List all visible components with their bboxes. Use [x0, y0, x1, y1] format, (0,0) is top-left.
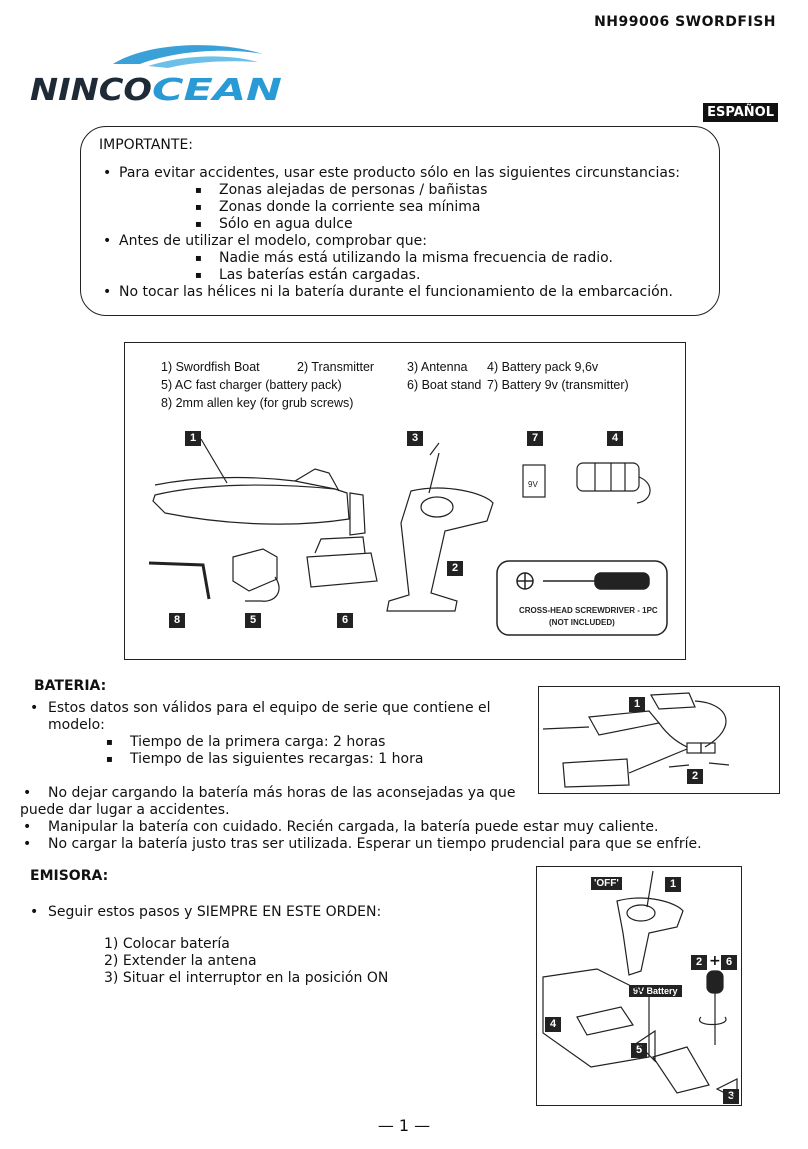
badge-charger-step: 1 [629, 697, 645, 712]
contents-item: 3) Antenna [407, 360, 468, 374]
important-title: IMPORTANTE: [99, 137, 194, 153]
badge-step-4: 4 [545, 1017, 561, 1032]
contents-item: 2) Transmitter [297, 360, 375, 374]
list-item: 3) Situar el interruptor en la posición ON [104, 970, 389, 986]
svg-text:NINCO: NINCO [30, 73, 152, 108]
transmitter-back-illustration [537, 867, 741, 1105]
emisora-steps [104, 936, 388, 987]
important-box [80, 126, 720, 316]
list-item: • Antes de utilizar el modelo, comprobar que: ▪ Nadie más está utilizando la misma frecuencia de radio. ▪ Las baterías están cargadas. [119, 233, 701, 284]
off-label: 'OFF' [591, 877, 622, 890]
list-item: ▪ Zonas donde la corriente sea mínima [219, 199, 701, 216]
charger-illustration [233, 549, 279, 601]
list-item: • Para evitar accidentes, usar este producto sólo en las siguientes circunstancias: ▪ Zonas alejadas de personas / bañistas ▪ Zonas donde la corriente sea mínima ▪ Sólo en agua dulce [119, 165, 701, 233]
list-item: ▪ Las baterías están cargadas. [219, 267, 701, 284]
badge-connect-step: 2 [687, 769, 703, 784]
svg-text:9V: 9V [528, 480, 538, 489]
badge-boat: 1 [185, 431, 201, 446]
badge-step-3: 3 [723, 1089, 739, 1104]
badge-step-2: 2 [691, 955, 707, 970]
emisora-title: EMISORA: [30, 868, 109, 884]
badge-stand: 6 [337, 613, 353, 628]
badge-transmitter: 2 [447, 561, 463, 576]
list-item: ▪ Sólo en agua dulce [219, 216, 701, 233]
contents-figure [124, 342, 686, 660]
allen-key-illustration [149, 563, 209, 599]
list-item: • No tocar las hélices ni la batería durante el funcionamiento de la embarcación. [119, 284, 701, 301]
badge-switch: 1 [665, 877, 681, 892]
important-list [99, 165, 701, 301]
svg-text:CEAN: CEAN [152, 73, 282, 108]
transmitter-illustration [387, 443, 493, 611]
document-code: NH99006 SWORDFISH [594, 14, 776, 30]
badge-charger: 5 [245, 613, 261, 628]
page-number: — 1 — [377, 1116, 431, 1135]
list-item: ▪ Zonas alejadas de personas / bañistas [219, 182, 701, 199]
charging-figure [538, 686, 780, 794]
badge-battery-9v: 7 [527, 431, 543, 446]
badge-allen-key: 8 [169, 613, 185, 628]
language-label: ESPAÑOL [703, 103, 778, 122]
contents-item: 7) Battery 9v (transmitter) [487, 378, 629, 392]
battery-9v-illustration [523, 465, 545, 497]
charging-illustration [539, 687, 779, 793]
boat-illustration [153, 439, 365, 535]
badge-antenna: 3 [407, 431, 423, 446]
contents-item: 5) AC fast charger (battery pack) [161, 378, 342, 392]
screwdriver-box [497, 561, 667, 635]
brand-logo [28, 40, 288, 110]
transmitter-battery-figure [536, 866, 742, 1106]
list-item: ▪ Nadie más está utilizando la misma frecuencia de radio. [219, 250, 701, 267]
plus-sign: + [709, 953, 721, 969]
list-item: 1) Colocar batería [104, 936, 230, 952]
battery-label: 9V Battery [629, 985, 682, 997]
contents-illustration [125, 343, 685, 659]
bateria-para-2: • No dejar cargando la batería más horas de las aconsejadas ya que puede dar lugar a accidentes. • Manipular la batería con cuidado. Recién cargada, la batería puede estar muy caliente. • No cargar la batería justo tras ser utilizada. Esperar un tiempo prudencial para que se enfríe. [20, 785, 702, 852]
contents-item: 4) Battery pack 9,6v [487, 360, 599, 374]
battery-pack-illustration [577, 463, 650, 503]
list-item: 2) Extender la antena [104, 953, 257, 969]
stand-illustration [307, 537, 377, 587]
badge-step-6: 6 [721, 955, 737, 970]
contents-item: 6) Boat stand [407, 378, 482, 392]
contents-item: 8) 2mm allen key (for grub screws) [161, 396, 354, 410]
contents-item: 1) Swordfish Boat [161, 360, 260, 374]
svg-text:(NOT INCLUDED): (NOT INCLUDED) [549, 618, 615, 627]
badge-step-5: 5 [631, 1043, 647, 1058]
badge-battery-pack: 4 [607, 431, 623, 446]
bateria-para-1: • Estos datos son válidos para el equipo de serie que contiene el modelo: ▪ Tiempo de la primera carga: 2 horas ▪ Tiempo de las siguientes recargas: 1 hora [30, 700, 491, 767]
svg-text:CROSS-HEAD SCREWDRIVER - 1PC: CROSS-HEAD SCREWDRIVER - 1PC [519, 606, 658, 615]
bateria-title: BATERIA: [34, 678, 107, 694]
emisora-intro: • Seguir estos pasos y SIEMPRE EN ESTE ORDEN: [30, 904, 382, 920]
